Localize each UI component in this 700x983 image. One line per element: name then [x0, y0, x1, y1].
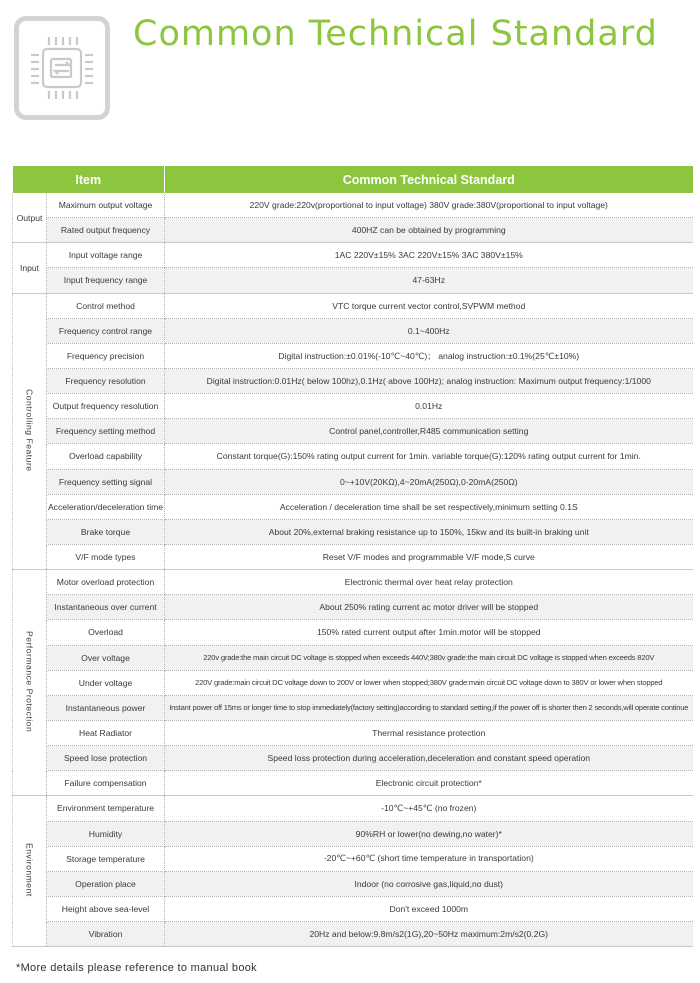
item-cell: Instantaneous power	[47, 695, 165, 720]
cpu-chip-icon	[29, 33, 95, 103]
value-cell: Digital instruction:±0.01%(-10℃~40℃)； analog instruction:±0.1%(25℃±10%)	[165, 343, 693, 368]
table-row	[13, 922, 693, 947]
item-cell: Heat Radiator	[47, 720, 165, 745]
table-row	[13, 268, 693, 293]
group-label-cell	[13, 796, 47, 947]
table-row	[13, 645, 693, 670]
item-cell: Maximum output voltage	[47, 193, 165, 218]
item-cell: Vibration	[47, 922, 165, 947]
group-label: Output	[16, 212, 43, 223]
item-cell: Input voltage range	[47, 243, 165, 268]
value-cell: Reset V/F modes and programmable V/F mode,S curve	[165, 544, 693, 569]
table-row	[13, 695, 693, 720]
item-cell: Failure compensation	[47, 771, 165, 796]
item-cell: Frequency resolution	[47, 368, 165, 393]
table-row	[13, 620, 693, 645]
value-cell: Electronic thermal over heat relay protection	[165, 570, 693, 595]
group-label-cell	[13, 570, 47, 796]
item-cell: Control method	[47, 293, 165, 318]
item-cell: Input frequency range	[47, 268, 165, 293]
item-cell: Motor overload protection	[47, 570, 165, 595]
table-row	[13, 193, 693, 218]
item-cell: Environment temperature	[47, 796, 165, 821]
value-cell: 220v grade:the main circuit DC voltage is stopped when exceeds 440V;380v grade:the main circuit DC voltage is stopped when exceeds 820V	[165, 645, 693, 670]
value-cell: -10℃~+45℃ (no frozen)	[165, 796, 693, 821]
item-cell: Operation place	[47, 871, 165, 896]
table-row	[13, 846, 693, 871]
table-row	[13, 394, 693, 419]
item-cell: Storage temperature	[47, 846, 165, 871]
item-cell: V/F mode types	[47, 544, 165, 569]
value-cell: 400HZ can be obtained by programming	[165, 218, 693, 243]
item-cell: Brake torque	[47, 519, 165, 544]
value-cell: Indoor (no corrosive gas,liquid,no dust)	[165, 871, 693, 896]
value-cell: 0.01Hz	[165, 394, 693, 419]
item-cell: Frequency control range	[47, 318, 165, 343]
table-row	[13, 595, 693, 620]
item-cell: Over voltage	[47, 645, 165, 670]
table-row	[13, 544, 693, 569]
item-cell: Acceleration/deceleration time	[47, 494, 165, 519]
value-cell: 20Hz and below:9.8m/s2(1G),20~50Hz maximum:2m/s2(0.2G)	[165, 922, 693, 947]
table-row	[13, 720, 693, 745]
table-row	[13, 821, 693, 846]
value-cell: 0~+10V(20KΩ),4~20mA(250Ω),0-20mA(250Ω)	[165, 469, 693, 494]
footnote: *More details please reference to manual book	[16, 962, 257, 974]
value-cell: 220V grade:main circuit DC voltage down to 200V or lower when stopped;380V grade:main circuit DC voltage down to 380V or lower when stopped	[165, 670, 693, 695]
table-row	[13, 444, 693, 469]
value-cell: Speed loss protection during acceleration,deceleration and constant speed operation	[165, 746, 693, 771]
table-row	[13, 218, 693, 243]
item-cell: Rated output frequency	[47, 218, 165, 243]
group-label: Environment	[24, 843, 35, 898]
table-row	[13, 519, 693, 544]
table-row	[13, 343, 693, 368]
group-label-cell	[13, 243, 47, 293]
table-row	[13, 243, 693, 268]
item-cell: Height above sea-level	[47, 896, 165, 921]
item-cell: Humidity	[47, 821, 165, 846]
value-cell: 47-63Hz	[165, 268, 693, 293]
value-cell: 90%RH or lower(no dewing,no water)*	[165, 821, 693, 846]
value-cell: 1AC 220V±15% 3AC 220V±15% 3AC 380V±15%	[165, 243, 693, 268]
value-cell: Thermal resistance protection	[165, 720, 693, 745]
table-row	[13, 570, 693, 595]
value-cell: Instant power off 15ms or longer time to stop immediately(factory setting)according to standard setting,if the power off is shorter then 2 seconds,will operate continue	[165, 695, 693, 720]
group-label-cell	[13, 193, 47, 243]
group-label: Performance Protection	[24, 631, 35, 733]
item-cell: Frequency setting method	[47, 419, 165, 444]
value-cell: Acceleration / deceleration time shall be set respectively,minimum setting 0.1S	[165, 494, 693, 519]
item-cell: Speed lose protection	[47, 746, 165, 771]
value-cell: -20℃~+60℃ (short time temperature in transportation)	[165, 846, 693, 871]
table-row	[13, 670, 693, 695]
item-cell: Output frequency resolution	[47, 394, 165, 419]
item-cell: Under voltage	[47, 670, 165, 695]
item-cell: Instantaneous over current	[47, 595, 165, 620]
table-row	[13, 368, 693, 393]
value-cell: 0.1~400Hz	[165, 318, 693, 343]
value-cell: Control panel,controller,R485 communication setting	[165, 419, 693, 444]
table-row	[13, 419, 693, 444]
value-cell: VTC torque current vector control,SVPWM method	[165, 293, 693, 318]
value-cell: About 20%,external braking resistance up to 150%, 15kw and its built-in braking unit	[165, 519, 693, 544]
spec-table	[12, 166, 693, 947]
value-cell: Electronic circuit protection*	[165, 771, 693, 796]
value-cell: 150% rated current output after 1min.motor will be stopped	[165, 620, 693, 645]
table-row	[13, 494, 693, 519]
group-label: Input	[19, 262, 40, 273]
column-header-item: Item	[13, 166, 165, 193]
value-cell: Digital instruction:0.01Hz( below 100hz),0.1Hz( above 100Hz); analog instruction: Maximum output frequency:1/1000	[165, 368, 693, 393]
logo	[14, 16, 110, 120]
spec-table-body	[13, 193, 693, 947]
item-cell: Overload capability	[47, 444, 165, 469]
table-row	[13, 318, 693, 343]
table-header-row	[13, 166, 693, 193]
value-cell: Constant torque(G):150% rating output current for 1min. variable torque(G):120% rating output current for 1min.	[165, 444, 693, 469]
table-row	[13, 771, 693, 796]
item-cell: Frequency precision	[47, 343, 165, 368]
table-row	[13, 746, 693, 771]
value-cell: About 250% rating current ac motor driver will be stopped	[165, 595, 693, 620]
table-row	[13, 896, 693, 921]
page-title: Common Technical Standard	[133, 14, 658, 54]
item-cell: Overload	[47, 620, 165, 645]
table-row	[13, 469, 693, 494]
value-cell: 220V grade:220v(proportional to input voltage) 380V grade:380V(proportional to input voltage)	[165, 193, 693, 218]
table-row	[13, 871, 693, 896]
value-cell: Don't exceed 1000m	[165, 896, 693, 921]
item-cell: Frequency setting signal	[47, 469, 165, 494]
group-label: Controlling Feature	[24, 389, 35, 472]
table-row	[13, 796, 693, 821]
column-header-standard: Common Technical Standard	[165, 166, 693, 193]
table-row	[13, 293, 693, 318]
group-label-cell	[13, 293, 47, 570]
